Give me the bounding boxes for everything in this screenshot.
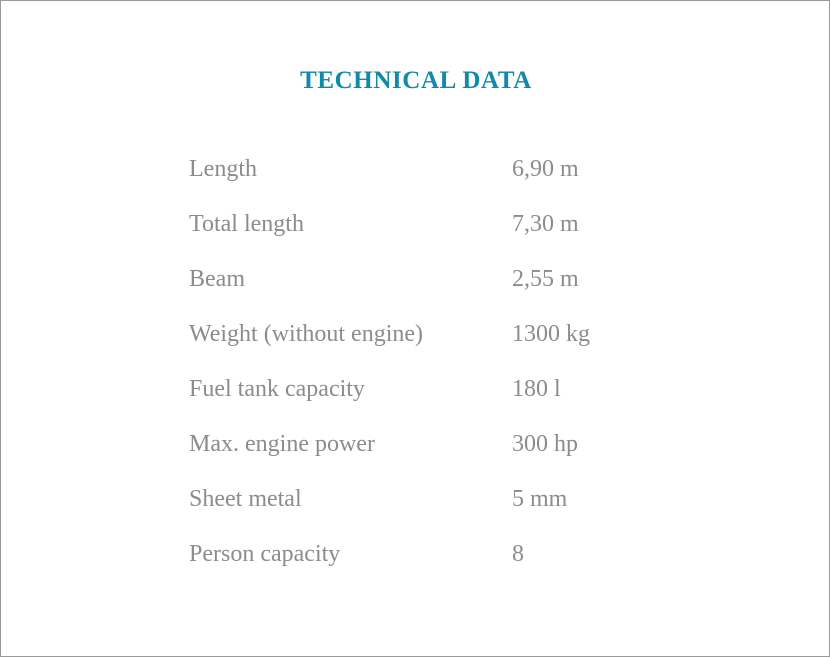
spec-label-person-capacity: Person capacity [189, 541, 341, 567]
table-row [189, 431, 732, 486]
spec-value-weight: 1300 kg [512, 321, 590, 347]
table-row [189, 486, 732, 541]
spec-value-beam: 2,55 m [512, 266, 579, 292]
specifications-table [189, 156, 732, 596]
spec-label-length: Length [189, 156, 257, 182]
table-row [189, 156, 732, 211]
table-row [189, 541, 732, 596]
table-row [189, 376, 732, 431]
spec-label-max-engine-power: Max. engine power [189, 431, 375, 457]
page-title: TECHNICAL DATA [300, 67, 532, 94]
spec-label-fuel-tank-capacity: Fuel tank capacity [189, 376, 365, 402]
spec-value-total-length: 7,30 m [512, 211, 579, 237]
table-row [189, 266, 732, 321]
spec-label-weight: Weight (without engine) [189, 321, 424, 347]
spec-value-sheet-metal: 5 mm [512, 486, 568, 512]
spec-label-total-length: Total length [189, 211, 304, 237]
spec-value-max-engine-power: 300 hp [512, 431, 578, 457]
spec-value-fuel-tank-capacity: 180 l [512, 376, 561, 402]
table-row [189, 321, 732, 376]
spec-value-person-capacity: 8 [512, 541, 524, 567]
table-row [189, 211, 732, 266]
spec-value-length: 6,90 m [512, 156, 579, 182]
spec-label-beam: Beam [189, 266, 245, 292]
spec-label-sheet-metal: Sheet metal [189, 486, 302, 512]
